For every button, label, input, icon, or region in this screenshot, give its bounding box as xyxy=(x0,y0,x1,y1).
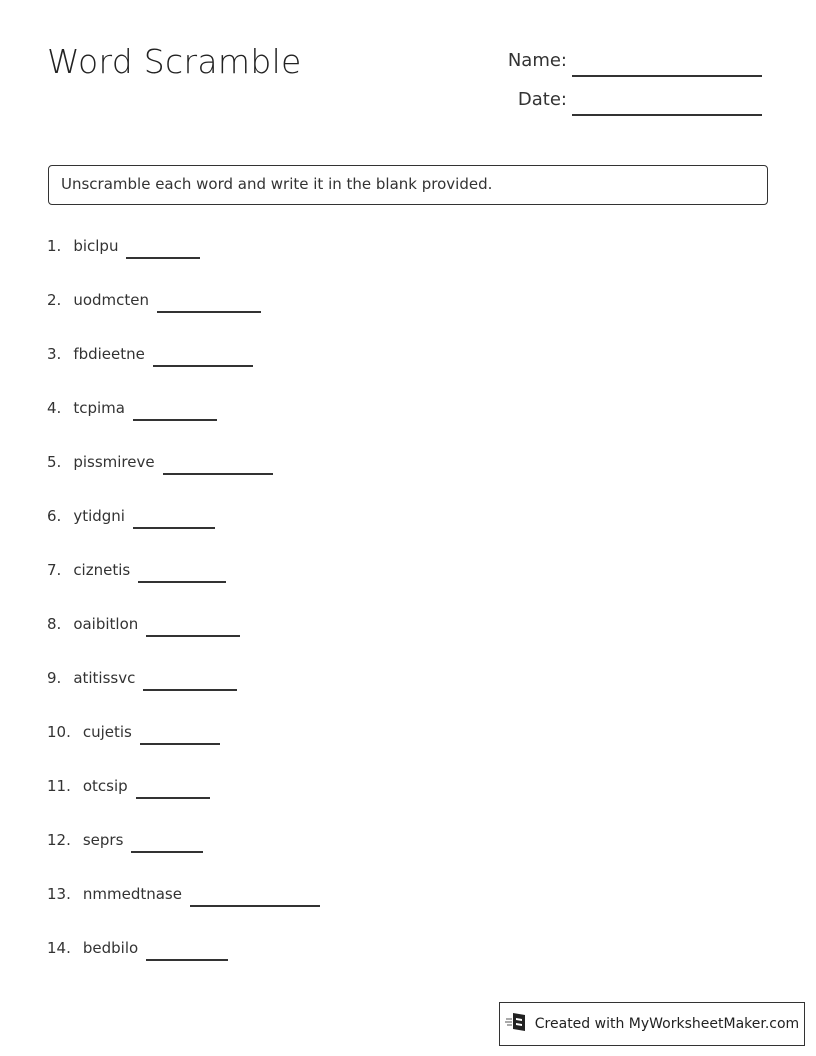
scrambled-word: uodmcten xyxy=(73,291,149,309)
list-item xyxy=(47,237,200,255)
scrambled-word: tcpima xyxy=(73,399,125,417)
list-item xyxy=(47,885,320,903)
answer-blank[interactable] xyxy=(126,247,200,259)
date-blank[interactable] xyxy=(572,92,762,116)
list-item xyxy=(47,723,220,741)
answer-blank[interactable] xyxy=(153,355,253,367)
name-blank[interactable] xyxy=(572,53,762,77)
item-number: 5. xyxy=(47,453,62,471)
list-item xyxy=(47,669,237,687)
item-number: 3. xyxy=(47,345,62,363)
date-label: Date: xyxy=(517,89,567,110)
scrambled-word: fbdieetne xyxy=(73,345,145,363)
item-number: 2. xyxy=(47,291,62,309)
scrambled-word: nmmedtnase xyxy=(82,885,182,903)
answer-blank[interactable] xyxy=(133,517,215,529)
answer-blank[interactable] xyxy=(146,625,240,637)
date-field xyxy=(497,89,762,110)
scrambled-word: cujetis xyxy=(82,723,132,741)
item-number: 10. xyxy=(47,723,71,741)
answer-blank[interactable] xyxy=(138,571,226,583)
scrambled-word: biclpu xyxy=(73,237,119,255)
answer-blank[interactable] xyxy=(163,463,273,475)
scrambled-word: ciznetis xyxy=(73,561,131,579)
name-label: Name: xyxy=(507,50,567,71)
answer-blank[interactable] xyxy=(131,841,203,853)
list-item xyxy=(47,453,273,471)
item-number: 12. xyxy=(47,831,71,849)
answer-blank[interactable] xyxy=(157,301,261,313)
answer-blank[interactable] xyxy=(143,679,237,691)
list-item xyxy=(47,291,261,309)
name-field xyxy=(497,50,762,71)
scrambled-word: pissmireve xyxy=(73,453,155,471)
list-item xyxy=(47,561,226,579)
list-item xyxy=(47,831,203,849)
answer-blank[interactable] xyxy=(146,949,228,961)
scrambled-word: otcsip xyxy=(82,777,128,795)
scrambled-word: ytidgni xyxy=(73,507,125,525)
scrambled-word: seprs xyxy=(82,831,124,849)
item-number: 4. xyxy=(47,399,62,417)
answer-blank[interactable] xyxy=(190,895,320,907)
item-number: 14. xyxy=(47,939,71,957)
list-item xyxy=(47,399,217,417)
footer-text: Created with MyWorksheetMaker.com xyxy=(534,1016,800,1032)
item-number: 1. xyxy=(47,237,62,255)
item-number: 7. xyxy=(47,561,62,579)
answer-blank[interactable] xyxy=(140,733,220,745)
item-number: 8. xyxy=(47,615,62,633)
answer-blank[interactable] xyxy=(136,787,210,799)
scrambled-word: oaibitlon xyxy=(73,615,139,633)
scrambled-word: atitissvc xyxy=(73,669,136,687)
list-item xyxy=(47,507,215,525)
item-number: 13. xyxy=(47,885,71,903)
list-item xyxy=(47,777,210,795)
footer-credit[interactable] xyxy=(499,1002,805,1046)
list-item xyxy=(47,615,240,633)
worksheet-title: Word Scramble xyxy=(47,42,302,81)
item-number: 6. xyxy=(47,507,62,525)
worksheet-maker-logo-icon xyxy=(505,1011,529,1037)
scrambled-word: bedbilo xyxy=(82,939,139,957)
answer-blank[interactable] xyxy=(133,409,217,421)
list-item xyxy=(47,345,253,363)
list-item xyxy=(47,939,228,957)
item-number: 9. xyxy=(47,669,62,687)
instructions-box: Unscramble each word and write it in the blank provided. xyxy=(48,165,768,205)
item-number: 11. xyxy=(47,777,71,795)
